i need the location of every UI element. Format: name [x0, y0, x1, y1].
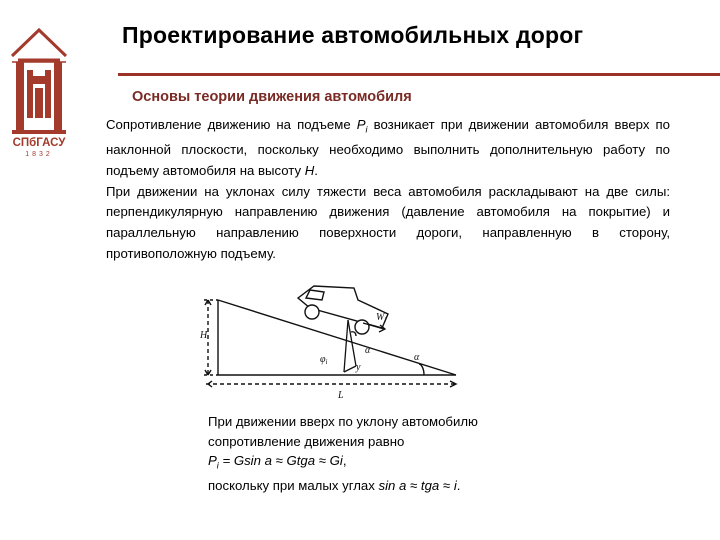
label-L: L [338, 390, 344, 401]
university-logo [4, 22, 74, 157]
label-H: H [200, 330, 208, 341]
gravity-vector [344, 320, 348, 372]
caption-line-1: При движении вверх по уклону автомобилю [208, 414, 478, 429]
slope-force-diagram [198, 280, 468, 402]
title-divider [118, 73, 720, 76]
page-title: Проектирование автомобильных дорог [122, 22, 584, 48]
logo-year: 1832 [25, 151, 53, 157]
label-alpha-slope: α [414, 352, 420, 363]
paragraph-1: Сопротивление движению на подъеме $P_i$ возникает при движении автомобиля вверх по наклонной плоскости, поскольку необходимо выполнить дополнительную работу по подъему автомобиля на высоту H. [106, 117, 670, 179]
logo-roof [12, 30, 66, 56]
logo-panel [0, 0, 80, 540]
label-y: y [356, 362, 361, 373]
label-alpha-car: α [365, 345, 371, 356]
caption-line-2: сопротивление движения равно [208, 433, 405, 449]
label-Wi: $W_i$ [376, 312, 387, 324]
logo-column-right [54, 62, 62, 130]
caption-formula: $P_i = Gsin$ a ≈ Gtga ≈ Gi, [208, 453, 347, 471]
logo-wordmark: СПбГАСУ [12, 137, 66, 149]
angle-arc [419, 364, 424, 375]
caption-line-4: поскольку при малых углах sin a ≈ tga ≈ i. [208, 478, 461, 494]
diagram-caption [208, 412, 568, 496]
paragraph-2: При движении на уклонах силу тяжести веса автомобиля раскладывают на две силы: перпендикулярную направлению движения (давление автомобиля на покрытие) и параллельную направлению поверхности дороги, направленную в сторону, противоположную подъему. [106, 183, 670, 261]
logo-column-left [16, 62, 24, 130]
label-phi: $\varphi_i$ [320, 354, 328, 366]
section-subtitle: Основы теории движения автомобиля [132, 89, 412, 105]
body-paragraphs [106, 115, 670, 265]
